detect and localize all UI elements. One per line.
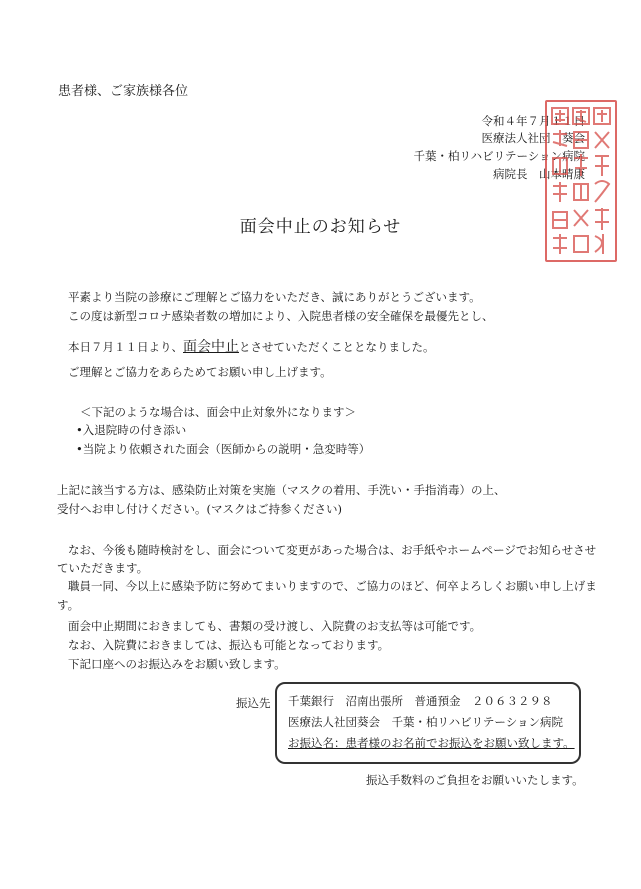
notice-staff-line-2: す。 xyxy=(57,598,80,612)
sender-director: 病院長 山本晴康 xyxy=(493,167,585,181)
exception-item: •入退院時の付き添い xyxy=(76,423,187,437)
sender-hospital: 千葉・柏リハビリテーション病院 xyxy=(413,149,585,163)
account-holder: 医療法人社団葵会 千葉・柏リハビリテーション病院 xyxy=(288,715,563,729)
page-title: 面会中止のお知らせ xyxy=(239,217,402,237)
greeting-line-1: 平素より当院の診療にご理解とご協力をいただき、誠にありがとうございます。 xyxy=(68,290,481,304)
notice-documents: 面会中止期間におきましても、書類の受け渡し、入院費のお支払等は可能です。 xyxy=(68,619,482,633)
precautions-line-2: 受付へお申し付けください。(マスクはご持参ください) xyxy=(57,502,342,516)
notice-updates-line-2: ていただきます。 xyxy=(57,561,149,575)
notice-updates-line-1: なお、今後も随時検討をし、面会について変更があった場合は、お手紙やホームページでお知らせさせ xyxy=(68,543,597,557)
notice-transfer-request: 下記口座へのお振込みをお願い致します。 xyxy=(68,657,286,671)
visit-suspension-emphasis: 面会中止 xyxy=(183,339,239,355)
bank-label: 振込先 xyxy=(236,696,271,710)
suspension-announcement xyxy=(68,336,435,356)
exception-item: •当院より依頼された面会（医師からの説明・急変時等） xyxy=(76,442,371,456)
cooperation-request: ご理解とご協力をあらためてお願い申し上げます。 xyxy=(68,365,332,379)
hospital-seal-stamp xyxy=(545,100,617,262)
bank-account: 千葉銀行 沼南出張所 普通預金 ２０６３２９８ xyxy=(288,694,553,708)
greeting-line-2: この度は新型コロナ感染者数の増加により、入院患者様の安全確保を最優先とし、 xyxy=(68,309,494,323)
transfer-name-note: お振込名：患者様のお名前でお振込をお願い致します。 xyxy=(288,736,575,750)
precautions-line-1: 上記に該当する方は、感染防止対策を実施（マスクの着用、手洗い・手指消毒）の上、 xyxy=(57,483,506,497)
transfer-fee-note: 振込手数料のご負担をお願いいたします。 xyxy=(366,773,584,787)
notice-staff-line-1: 職員一同、今以上に感染予防に努めてまいりますので、ご協力のほど、何卒よろしくお願い申し上げま xyxy=(68,579,597,593)
addressee: 患者様、ご家族様各位 xyxy=(58,84,189,99)
sender-organization: 医療法人社団 葵会 xyxy=(481,131,585,145)
document-date: 令和４年７月１１日 xyxy=(481,114,585,128)
notice-transfer-possible: なお、入院費におきましては、振込も可能となっております。 xyxy=(68,638,390,652)
exceptions-heading: ＜下記のような場合は、面会中止対象外になります＞ xyxy=(80,405,356,419)
announcement-suffix: とさせていただくこととなりました。 xyxy=(239,340,435,354)
announcement-prefix: 本日７月１１日より、 xyxy=(68,340,183,354)
